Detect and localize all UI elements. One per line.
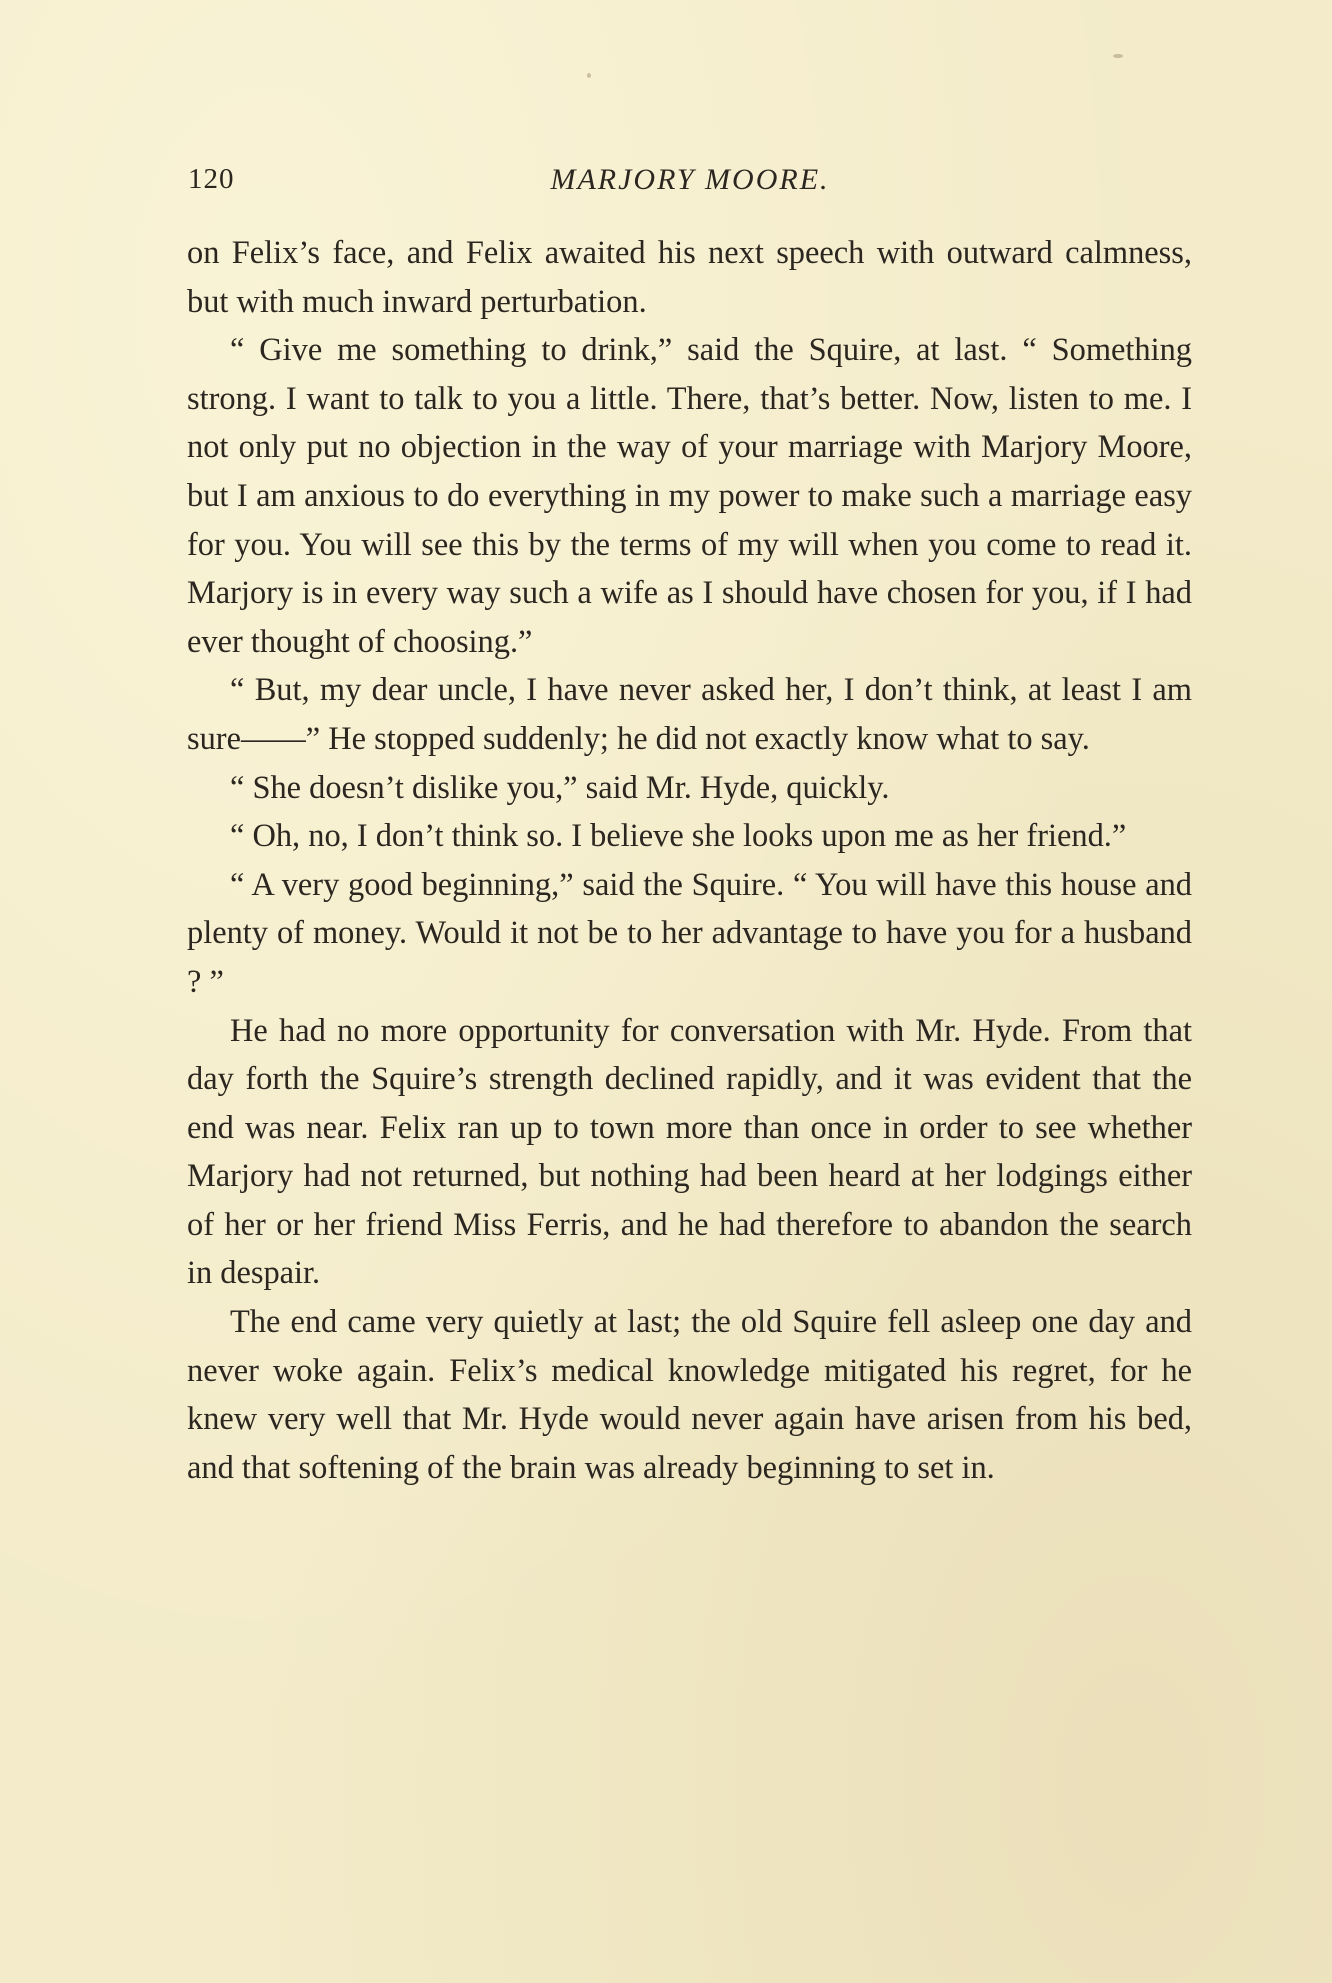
paper-speck	[1113, 54, 1123, 58]
paragraph: He had no more opportunity for conversation with Mr. Hyde. From that day forth the Squire’s strength declined rapidly, and it was evident that the end was near. Felix ran up to town more than once in order to see whether Marjory had not returned, but nothing had been heard at her lodgings either of her or her friend Miss Ferris, and he had therefore to abandon the search in despair.	[187, 1012, 1192, 1292]
paper-speck	[587, 73, 591, 78]
paragraph: “ Oh, no, I don’t think so. I believe she looks upon me as her friend.”	[230, 818, 1127, 855]
paragraph: “ A very good beginning,” said the Squire. “ You will have this house and plenty of money. Would it not be to her advantage to have you for a husband ? ”	[187, 866, 1192, 1000]
paragraph: “ But, my dear uncle, I have never asked her, I don’t think, at least I am sure——” He stopped suddenly; he did not exactly know what to say.	[187, 672, 1192, 757]
paragraph: The end came very quietly at last; the old Squire fell asleep one day and never woke again. Felix’s medical knowledge mitigated his regret, for he knew very well that Mr. Hyde would never again have arisen from his bed, and that softening of the brain was already beginning to set in.	[187, 1304, 1192, 1486]
running-title: MARJORY MOORE.	[550, 163, 830, 196]
page-header	[188, 163, 1192, 203]
body-text	[187, 229, 1192, 1492]
page-number: 120	[188, 163, 235, 195]
paragraph: on Felix’s face, and Felix awaited his next speech with outward calmness, but with much inward perturbation.	[187, 235, 1192, 320]
paragraph: “ Give me something to drink,” said the Squire, at last. “ Something strong. I want to talk to you a little. There, that’s better. Now, listen to me. I not only put no objection in the way of your marriage with Marjory Moore, but I am anxious to do everything in my power to make such a marriage easy for you. You will see this by the terms of my will when you come to read it. Marjory is in every way such a wife as I should have chosen for you, if I had ever thought of choosing.”	[187, 332, 1192, 660]
paragraph: “ She doesn’t dislike you,” said Mr. Hyde, quickly.	[230, 769, 890, 806]
